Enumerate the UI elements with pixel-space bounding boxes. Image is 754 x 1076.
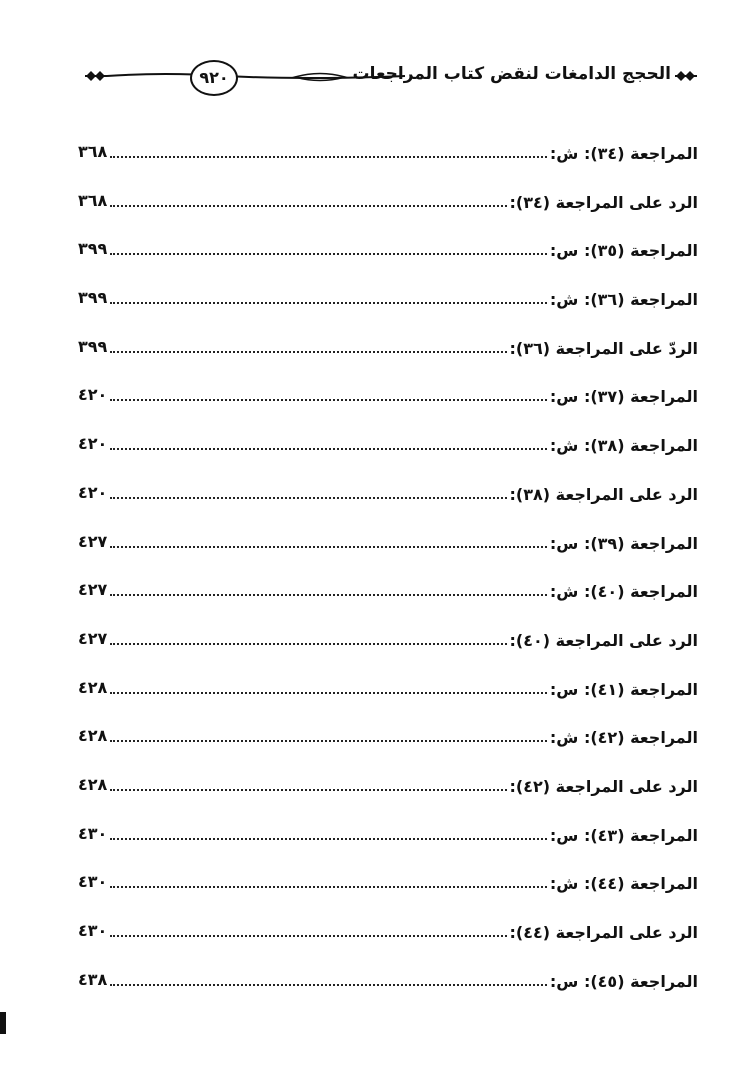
toc-entry	[78, 237, 698, 286]
toc-entry-page: ٣٦٨	[78, 190, 108, 210]
toc-entry-page: ٣٦٨	[78, 142, 108, 161]
toc-entry-page: ٤٢٠	[78, 434, 108, 454]
header-title: الحجج الدامغات لنقض كتاب المراجعات	[352, 64, 671, 84]
toc-entry	[78, 724, 698, 773]
toc-entry-page: ٤٢٧	[78, 531, 108, 551]
table-of-contents	[78, 140, 698, 1016]
toc-entry	[78, 140, 698, 189]
toc-entry-label: المراجعة (٣٨): ش:	[549, 436, 698, 456]
toc-entry-label: المراجعة (٣٤): ش:	[549, 144, 698, 163]
leader-dots	[110, 432, 547, 450]
toc-entry-page: ٤٢٨	[78, 774, 108, 794]
toc-entry-label: المراجعة (٤٥): س:	[549, 971, 698, 991]
leader-dots	[110, 676, 547, 694]
toc-entry	[78, 432, 698, 481]
toc-entry-page: ٤٢٨	[78, 726, 108, 746]
toc-entry-page: ٤٣٠	[78, 921, 108, 940]
toc-entry	[78, 286, 698, 335]
leader-dots	[110, 335, 506, 353]
leader-dots	[110, 383, 547, 401]
toc-entry-label: المراجعة (٣٩): س:	[549, 533, 698, 553]
toc-entry	[78, 335, 698, 384]
toc-entry	[78, 968, 698, 1017]
toc-entry-page: ٣٩٩	[78, 336, 108, 356]
toc-entry	[78, 919, 698, 968]
toc-entry	[78, 383, 698, 432]
toc-entry-label: المراجعة (٤٠): ش:	[549, 582, 698, 602]
leader-dots	[110, 724, 547, 742]
toc-entry-page: ٤٢٧	[78, 628, 108, 648]
header-flourish-icon	[105, 60, 425, 94]
leader-dots	[110, 578, 547, 596]
toc-entry-page: ٤٢٠	[78, 482, 108, 502]
toc-entry-label: الرد على المراجعة (٣٨):	[509, 484, 698, 504]
leader-dots	[110, 189, 506, 207]
leader-dots	[110, 481, 506, 499]
toc-entry-label: المراجعة (٣٥): س:	[549, 241, 698, 261]
leader-dots	[110, 286, 547, 304]
toc-entry	[78, 578, 698, 627]
leader-dots	[110, 140, 547, 158]
toc-entry-label: المراجعة (٣٦): ش:	[549, 290, 698, 310]
toc-entry-label: المراجعة (٤٤): ش:	[549, 874, 698, 894]
page-number: ٩٢٠	[190, 60, 238, 96]
toc-entry-label: المراجعة (٤٣): س:	[549, 825, 698, 845]
leader-dots	[110, 627, 506, 645]
leader-dots	[110, 237, 547, 255]
toc-entry-label: المراجعة (٤٢): ش:	[549, 728, 698, 748]
toc-entry-label: المراجعة (٤١): س:	[549, 679, 698, 699]
toc-entry-label: الرد على المراجعة (٣٤):	[509, 192, 698, 212]
toc-entry-label: الرد على المراجعة (٤٢):	[509, 776, 698, 796]
toc-entry-page: ٤٣٨	[78, 969, 108, 989]
toc-entry	[78, 189, 698, 238]
toc-entry	[78, 530, 698, 579]
toc-entry	[78, 627, 698, 676]
toc-entry-page: ٤٣٠	[78, 823, 108, 843]
toc-entry	[78, 822, 698, 871]
toc-entry-label: الرد على المراجعة (٤٠):	[509, 630, 698, 650]
toc-entry-page: ٤٢٨	[78, 677, 108, 697]
leader-dots	[110, 530, 547, 548]
toc-entry	[78, 481, 698, 530]
toc-entry-page: ٣٩٩	[78, 239, 108, 259]
toc-entry	[78, 676, 698, 725]
ornament-right-icon	[675, 68, 697, 84]
page-number-badge	[190, 60, 238, 96]
leader-dots	[110, 919, 506, 937]
toc-entry-page: ٤٢٧	[78, 580, 108, 600]
leader-dots	[110, 870, 547, 888]
binding-mark-icon	[0, 1012, 6, 1034]
toc-entry-page: ٤٢٠	[78, 385, 108, 405]
leader-dots	[110, 968, 547, 986]
leader-dots	[110, 822, 547, 840]
leader-dots	[110, 773, 506, 791]
toc-entry-label: الرد على المراجعة (٤٤):	[509, 923, 698, 942]
running-header	[85, 60, 697, 94]
toc-entry-page: ٣٩٩	[78, 288, 108, 308]
toc-entry	[78, 773, 698, 822]
toc-entry-page: ٤٣٠	[78, 872, 108, 892]
toc-entry-label: الردّ على المراجعة (٣٦):	[509, 338, 698, 358]
ornament-left-icon	[85, 68, 107, 84]
toc-entry	[78, 870, 698, 919]
toc-entry-label: المراجعة (٣٧): س:	[549, 387, 698, 407]
